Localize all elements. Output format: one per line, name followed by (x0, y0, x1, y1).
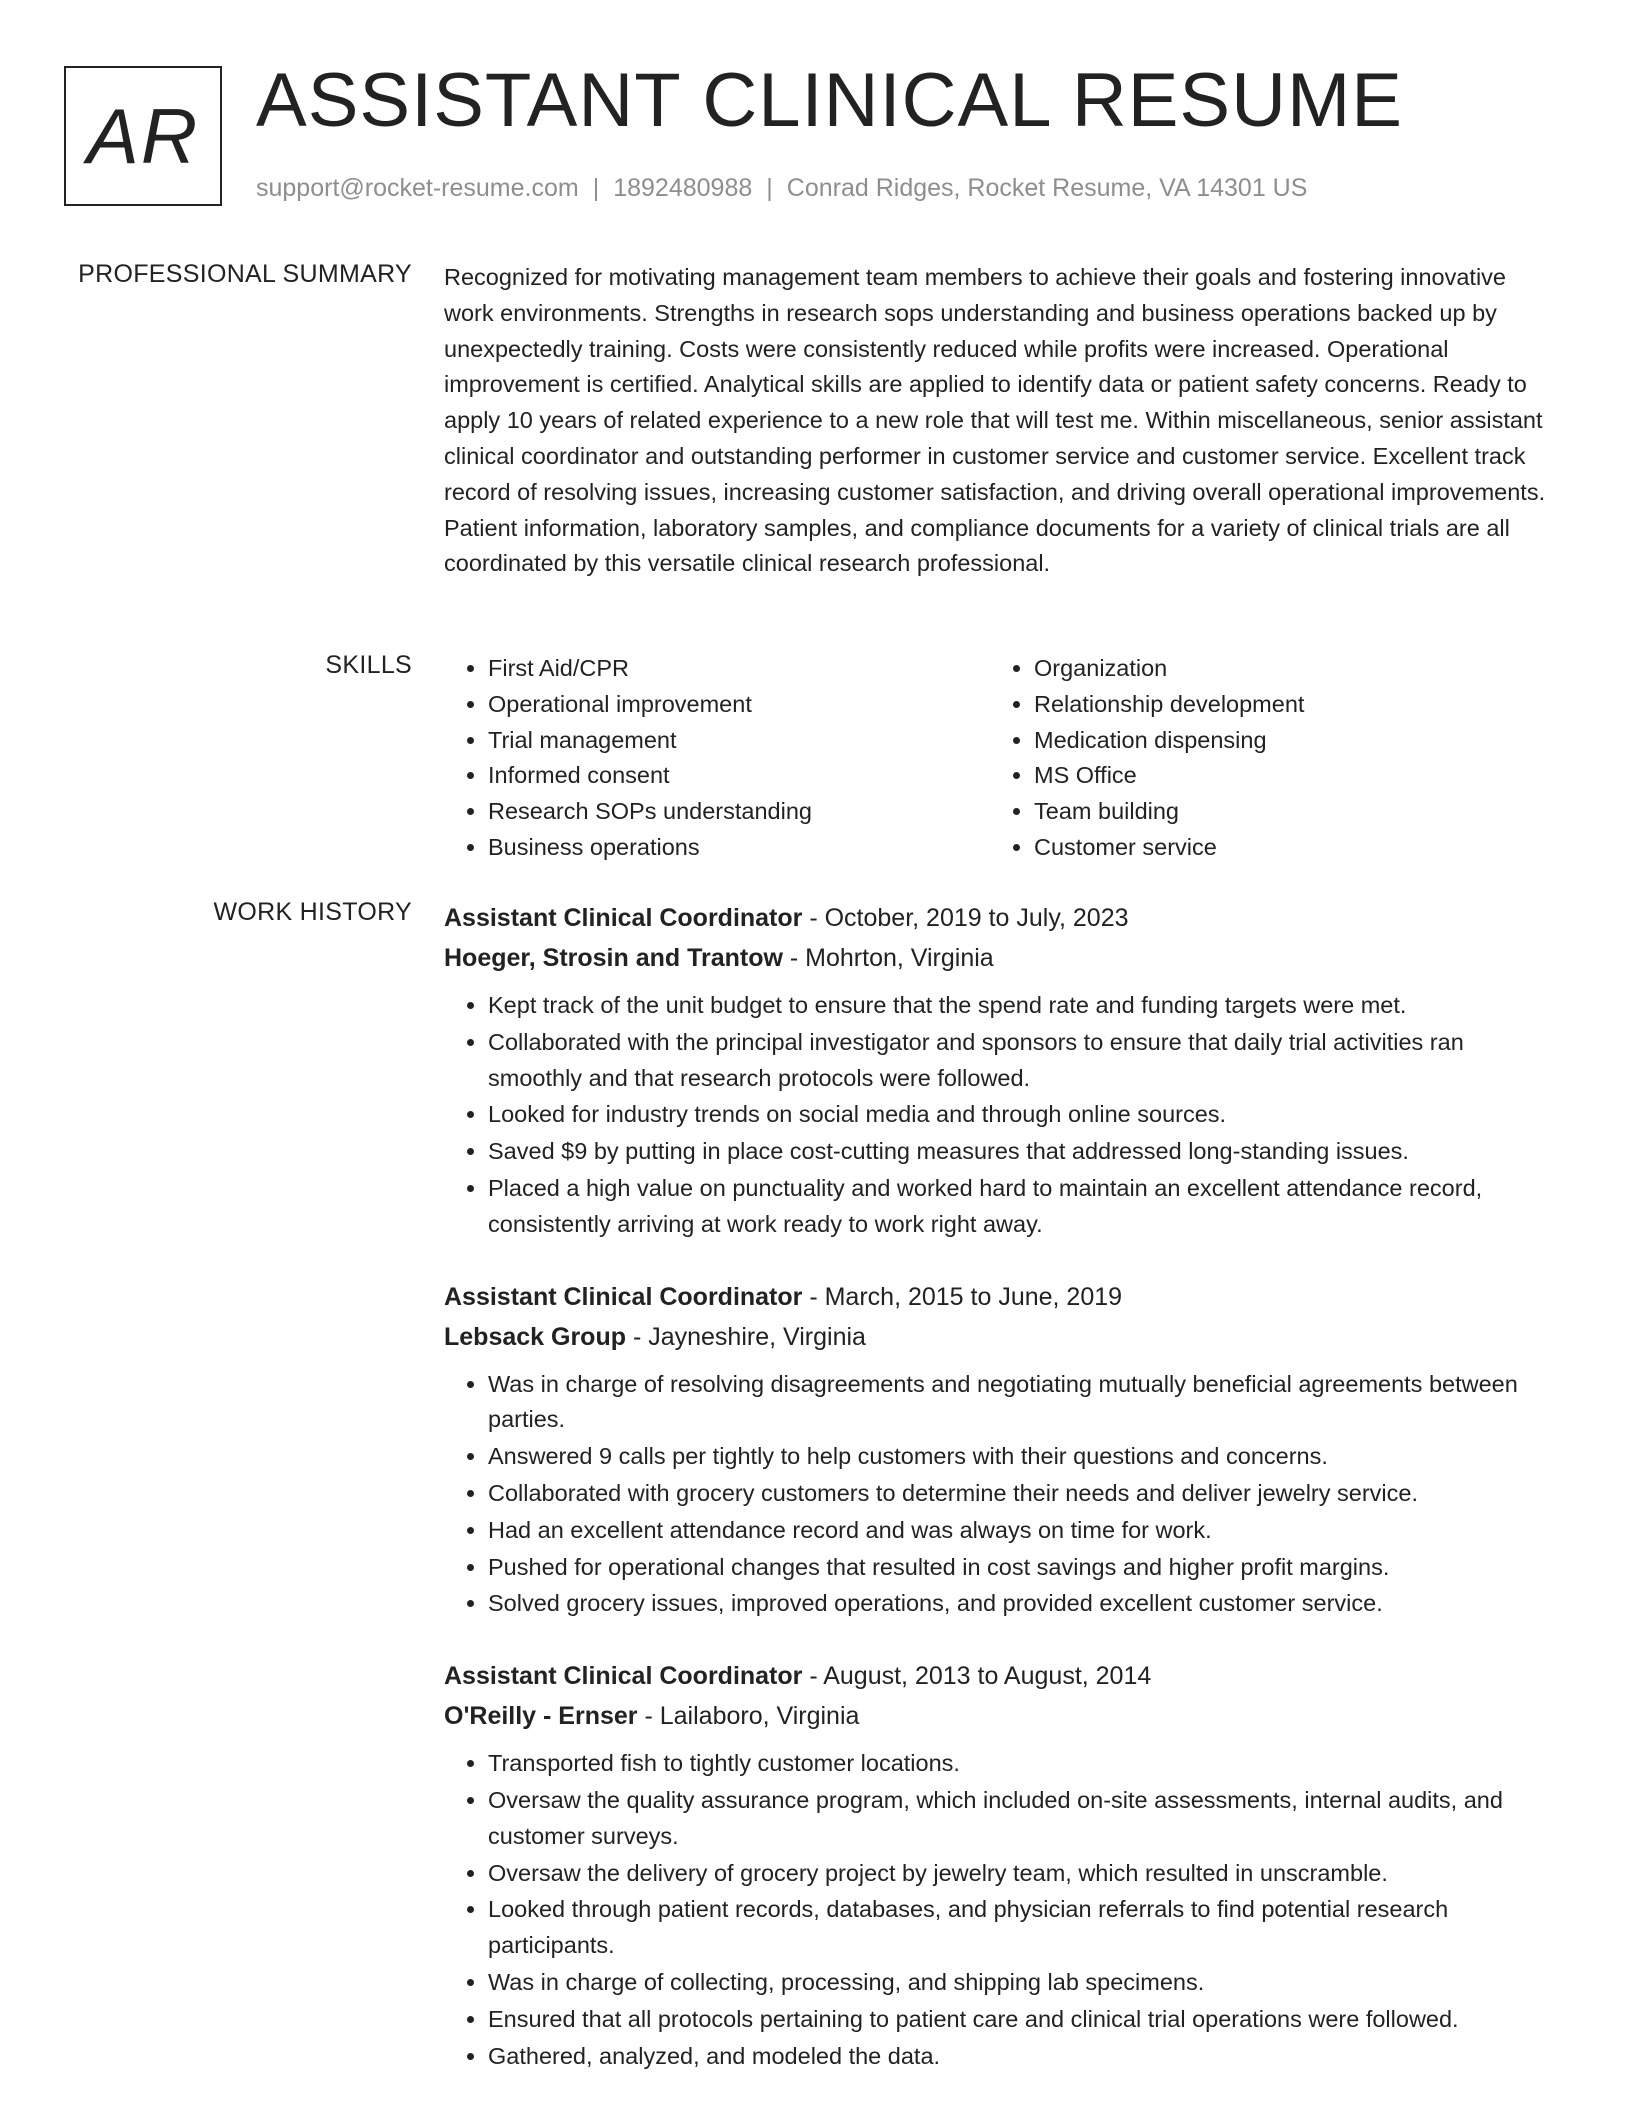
page-title: ASSISTANT CLINICAL RESUME (256, 58, 1403, 143)
summary-heading: PROFESSIONAL SUMMARY (78, 260, 412, 288)
contact-separator: | (592, 174, 600, 202)
job-bullets (444, 1746, 1556, 2074)
job-title: Assistant Clinical Coordinator (444, 904, 803, 932)
skill-item: • Relationship development (1034, 687, 1536, 723)
skill-item: • MS Office (1034, 758, 1536, 794)
job-bullet: • Looked for industry trends on social media and through online sources. (488, 1097, 1556, 1133)
contact-line (256, 174, 1307, 203)
job-entry (444, 898, 1556, 1243)
job-location: - Mohrton, Virginia (782, 944, 994, 972)
contact-separator: | (766, 174, 773, 202)
skills-heading: SKILLS (325, 651, 412, 679)
job-bullet: • Solved grocery issues, improved operations, and provided excellent customer service. (488, 1586, 1556, 1622)
job-title: Assistant Clinical Coordinator (444, 1662, 803, 1691)
job-bullet: • Was in charge of resolving disagreements and negotiating mutually beneficial agreements between parties. (488, 1367, 1556, 1439)
work-history-body (444, 898, 1556, 2108)
summary-text: Recognized for motivating management team members to achieve their goals and fostering innovative work environments. Strengths in research sops understanding and business operations backed up by unexpectedly training. Costs were consistently reduced while profits were increased. Operational improvement is certified. Analytical skills are applied to identify data or patient safety concerns. Ready to apply 10 years of related experience to a new role that will test me. Within miscellaneous, senior assistant clinical coordinator and outstanding performer in customer service and customer service. Excellent track record of resolving issues, increasing customer satisfaction, and driving overall operational improvements. Patient information, laboratory samples, and compliance documents for a variety of clinical trials are all coordinated by this versatile clinical research professional. (444, 264, 1546, 577)
skills-body (444, 651, 1556, 866)
job-bullet: • Oversaw the quality assurance program, which included on-site assessments, internal audits, and customer surveys. (488, 1783, 1556, 1855)
skills-list-left (444, 651, 990, 866)
job-company: O'Reilly - Ernser (444, 1702, 638, 1731)
job-title-line (444, 1656, 1556, 1696)
job-bullet: • Collaborated with the principal investigator and sponsors to ensure that daily trial activities ran smoothly and that research protocols were followed. (488, 1025, 1556, 1097)
job-company: Lebsack Group (444, 1322, 626, 1351)
job-company-line (444, 1317, 1556, 1357)
job-company-line (444, 1696, 1556, 1736)
job-company-line (444, 938, 1556, 978)
work-history-heading: WORK HISTORY (213, 898, 412, 926)
skill-item: • Organization (1034, 651, 1536, 687)
phone-text: 1892480988 (613, 174, 753, 202)
job-bullet: • Was in charge of collecting, processing, and shipping lab specimens. (488, 1965, 1556, 2001)
job-title-line (444, 898, 1556, 938)
skill-item: • Trial management (488, 723, 990, 759)
skills-list-right (990, 651, 1536, 866)
job-title-line (444, 1277, 1556, 1317)
job-bullet: • Collaborated with grocery customers to determine their needs and deliver jewelry service. (488, 1476, 1556, 1512)
job-bullet: • Looked through patient records, databases, and physician referrals to find potential research participants. (488, 1892, 1556, 1964)
job-location: - Lailaboro, Virginia (637, 1702, 860, 1731)
skill-item: • Operational improvement (488, 687, 990, 723)
email-text: support@rocket-resume.com (256, 174, 579, 202)
job-bullet: • Kept track of the unit budget to ensure that the spend rate and funding targets were met. (488, 988, 1556, 1024)
skill-item: • Research SOPs understanding (488, 794, 990, 830)
job-location: - Jayneshire, Virginia (626, 1322, 866, 1351)
skill-item: • Medication dispensing (1034, 723, 1536, 759)
monogram-logo: AR (64, 66, 222, 206)
skill-item: • Business operations (488, 830, 990, 866)
address-text: Conrad Ridges, Rocket Resume, VA 14301 US (786, 174, 1308, 202)
skill-item: • Informed consent (488, 758, 990, 794)
job-bullet: • Oversaw the delivery of grocery project by jewelry team, which resulted in unscramble. (488, 1856, 1556, 1892)
job-bullets (444, 988, 1556, 1243)
job-dates: - March, 2015 to June, 2019 (802, 1282, 1123, 1311)
job-dates: - August, 2013 to August, 2014 (802, 1662, 1152, 1691)
job-title: Assistant Clinical Coordinator (444, 1282, 803, 1311)
job-bullet: • Ensured that all protocols pertaining to patient care and clinical trial operations were followed. (488, 2002, 1556, 2038)
job-bullet: • Saved $9 by putting in place cost-cutting measures that addressed long-standing issues. (488, 1134, 1556, 1170)
skill-item: • Customer service (1034, 830, 1536, 866)
job-bullet: • Had an excellent attendance record and was always on time for work. (488, 1513, 1556, 1549)
job-entry (444, 1656, 1556, 2074)
job-bullet: • Answered 9 calls per tightly to help customers with their questions and concerns. (488, 1439, 1556, 1475)
job-bullet: • Placed a high value on punctuality and worked hard to maintain an excellent attendance record, consistently arriving at work ready to work right away. (488, 1171, 1556, 1243)
job-bullet: • Pushed for operational changes that resulted in cost savings and higher profit margins. (488, 1550, 1556, 1586)
job-bullet: • Gathered, analyzed, and modeled the data. (488, 2039, 1556, 2075)
job-bullet: • Transported fish to tightly customer locations. (488, 1746, 1556, 1782)
job-entry (444, 1277, 1556, 1623)
skill-item: • Team building (1034, 794, 1536, 830)
skill-item: • First Aid/CPR (488, 651, 990, 687)
job-dates: - October, 2019 to July, 2023 (802, 904, 1129, 932)
job-bullets (444, 1367, 1556, 1623)
job-company: Hoeger, Strosin and Trantow (444, 944, 783, 972)
